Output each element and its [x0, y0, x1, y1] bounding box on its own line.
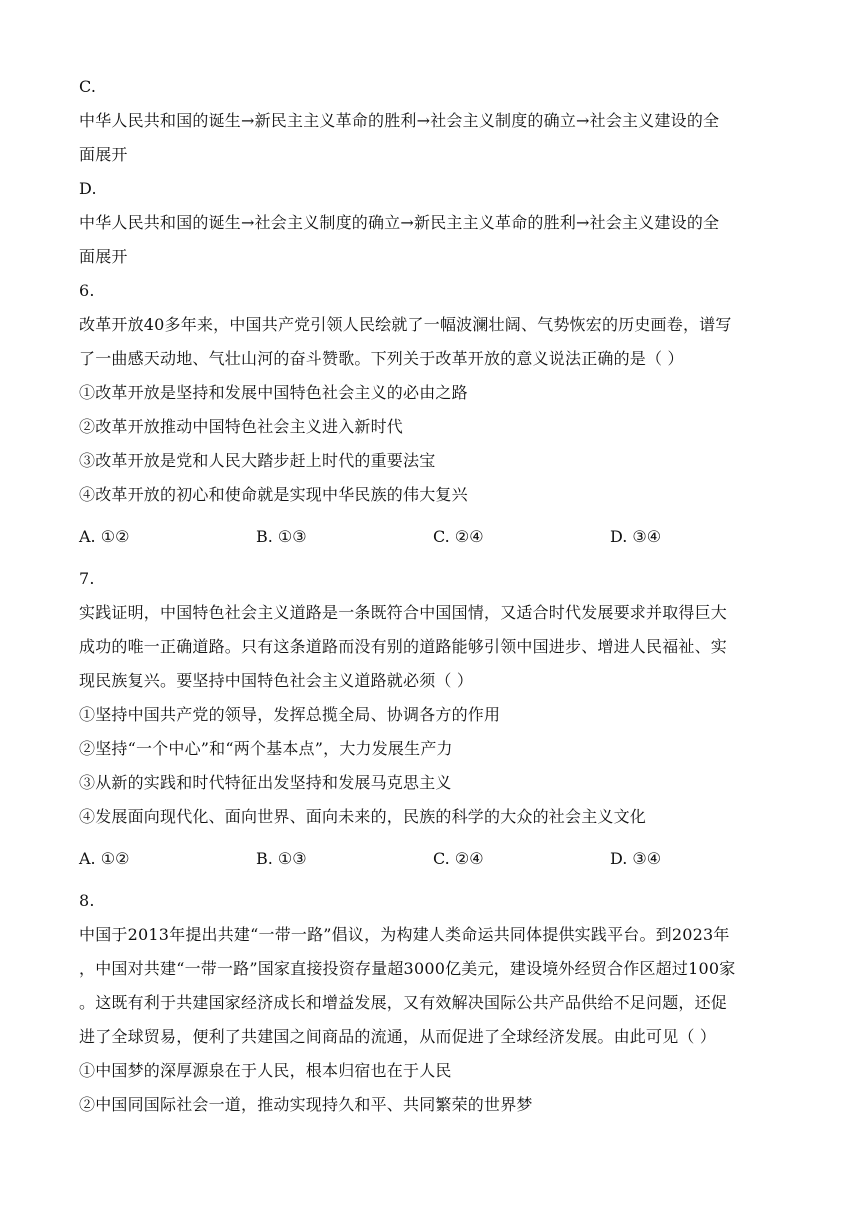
option-d-text-line: 中华人民共和国的诞生→社会主义制度的确立→新民主主义革命的胜利→社会主义建设的全: [79, 213, 720, 232]
question-8-stem-line: ，中国对共建“一带一路”国家直接投资存量超3000亿美元，建设境外经贸合作区超过100家: [79, 959, 736, 978]
document-page: [79, 70, 791, 1122]
option-d-text-line: 面展开: [79, 247, 128, 266]
question-7-stem-line: 实践证明，中国特色社会主义道路是一条既符合中国国情，又适合时代发展要求并取得巨大: [79, 603, 728, 622]
question-6-statement-3: ③改革开放是党和人民大踏步赶上时代的重要法宝: [79, 451, 436, 470]
option-c-text-line: 中华人民共和国的诞生→新民主主义革命的胜利→社会主义制度的确立→社会主义建设的全: [79, 111, 720, 130]
question-7-statement-3: ③从新的实践和时代特征出发坚持和发展马克思主义: [79, 773, 452, 792]
question-7-option-c[interactable]: C. ②④: [433, 849, 484, 868]
question-6-statement-2: ②改革开放推动中国特色社会主义进入新时代: [79, 417, 404, 436]
question-8-stem-line: 。这既有利于共建国家经济成长和增益发展，又有效解决国际公共产品供给不足问题，还促: [79, 993, 728, 1012]
question-6-stem-line: 了一曲感天动地、气壮山河的奋斗赞歌。下列关于改革开放的意义说法正确的是（ ）: [79, 349, 684, 368]
question-6-options: [79, 520, 791, 554]
question-8-statement-1: ①中国梦的深厚源泉在于人民，根本归宿也在于人民: [79, 1061, 452, 1080]
question-6-option-c[interactable]: C. ②④: [433, 527, 484, 546]
question-7-option-b[interactable]: B. ①③: [256, 849, 307, 868]
question-8-stem-line: 中国于2013年提出共建“一带一路”倡议，为构建人类命运共同体提供实践平台。到2023年: [79, 925, 730, 944]
question-7-number: 7.: [79, 569, 95, 588]
option-d-label: D.: [79, 179, 97, 198]
question-7-statement-2: ②坚持“一个中心”和“两个基本点”，大力发展生产力: [79, 739, 453, 758]
question-7-statement-4: ④发展面向现代化、面向世界、面向未来的，民族的科学的大众的社会主义文化: [79, 807, 647, 826]
option-c-text-line: 面展开: [79, 145, 128, 164]
question-7-statement-1: ①坚持中国共产党的领导，发挥总揽全局、协调各方的作用: [79, 705, 501, 724]
question-6-statement-1: ①改革开放是坚持和发展中国特色社会主义的必由之路: [79, 383, 468, 402]
question-7-options: [79, 842, 791, 876]
question-7-stem-line: 成功的唯一正确道路。只有这条道路而没有别的道路能够引领中国进步、增进人民福祉、实: [79, 637, 728, 656]
option-c-label: C.: [79, 77, 97, 96]
question-6-stem-line: 改革开放40多年来，中国共产党引领人民绘就了一幅波澜壮阔、气势恢宏的历史画卷，谱写: [79, 315, 732, 334]
question-6-number: 6.: [79, 281, 95, 300]
question-8-number: 8.: [79, 891, 95, 910]
question-7-option-d[interactable]: D. ③④: [610, 849, 662, 868]
question-7-option-a[interactable]: A. ①②: [79, 849, 130, 868]
question-6-option-b[interactable]: B. ①③: [256, 527, 307, 546]
question-8-stem-line: 进了全球贸易，便利了共建国之间商品的流通，从而促进了全球经济发展。由此可见（ ）: [79, 1027, 717, 1046]
question-6-option-d[interactable]: D. ③④: [610, 527, 662, 546]
question-8-statement-2: ②中国同国际社会一道，推动实现持久和平、共同繁荣的世界梦: [79, 1095, 533, 1114]
question-7-stem-line: 现民族复兴。要坚持中国特色社会主义道路就必须（ ）: [79, 671, 474, 690]
question-6-option-a[interactable]: A. ①②: [79, 527, 130, 546]
question-6-statement-4: ④改革开放的初心和使命就是实现中华民族的伟大复兴: [79, 485, 468, 504]
